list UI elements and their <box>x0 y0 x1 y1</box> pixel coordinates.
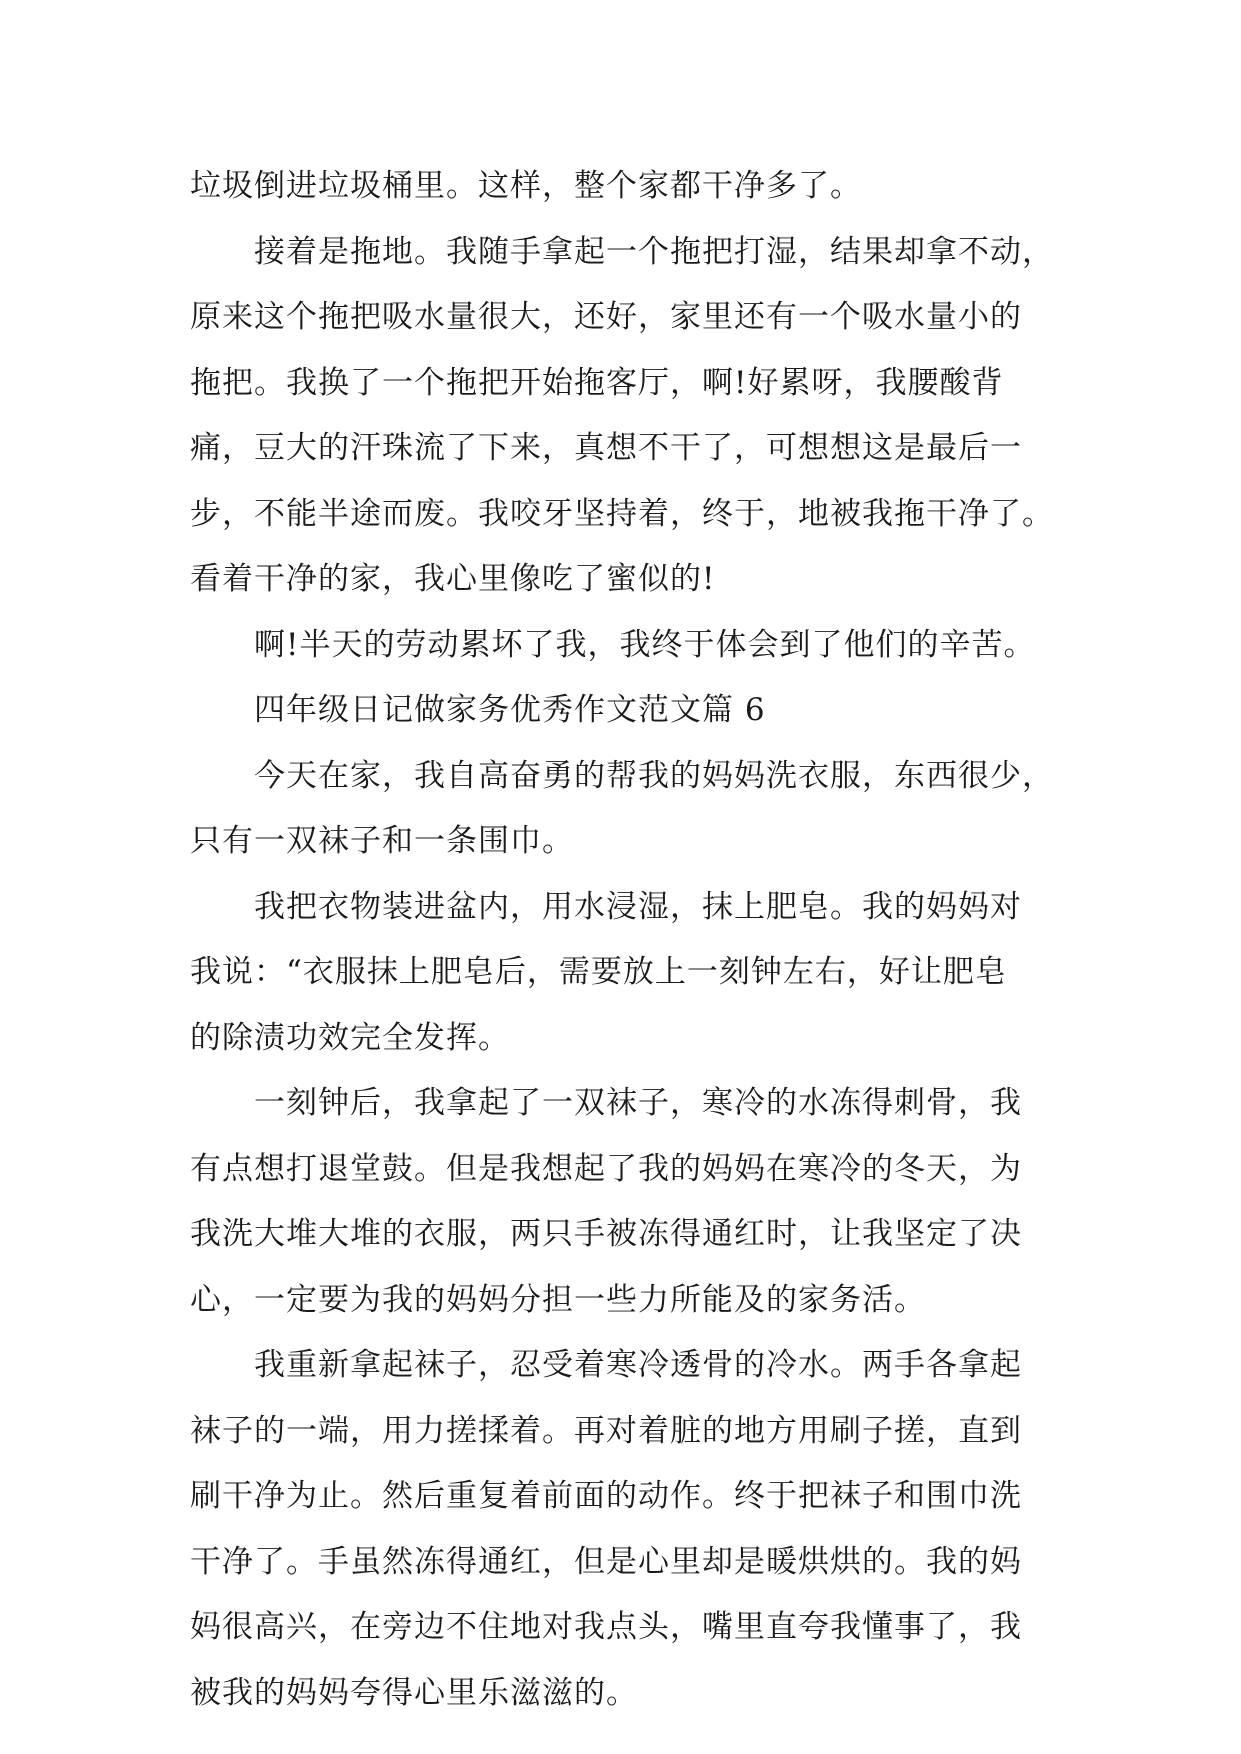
text-line: 的除渍功效完全发挥。 <box>190 1019 510 1056</box>
text-line: 看着干净的家，我心里像吃了蜜似的! <box>190 561 716 597</box>
text-line: 有点想打退堂鼓。但是我想起了我的妈妈在寒冷的冬天，为 <box>190 1150 1022 1187</box>
text-line: 我把衣物装进盆内，用水浸湿，抹上肥皂。我的妈妈对 <box>254 888 1022 925</box>
text-line: 心，一定要为我的妈妈分担一些力所能及的家务活。 <box>190 1281 926 1318</box>
text-line: 接着是拖地。我随手拿起一个拖把打湿，结果却拿不动， <box>254 233 1054 270</box>
text-line: 原来这个拖把吸水量很大，还好，家里还有一个吸水量小的 <box>190 299 1022 335</box>
text-line: 垃圾倒进垃圾桶里。这样，整个家都干净多了。 <box>190 168 862 204</box>
text-line: 我说：“衣服抹上肥皂后，需要放上一刻钟左右，好让肥皂 <box>190 954 1007 990</box>
text-line: 痛，豆大的汗珠流了下来，真想不干了，可想想这是最后一 <box>190 430 1022 466</box>
text-line: 干净了。手虽然冻得通红，但是心里却是暖烘烘的。我的妈 <box>190 1543 1022 1580</box>
text-line: 我洗大堆大堆的衣服，两只手被冻得通红时，让我坚定了决 <box>190 1216 1022 1252</box>
text-line: 步，不能半途而废。我咬牙坚持着，终于，地被我拖干净了。 <box>190 495 1054 532</box>
text-line: 只有一双袜子和一条围巾。 <box>190 823 574 859</box>
text-line: 刷干净为止。然后重复着前面的动作。终于把袜子和围巾洗 <box>190 1478 1022 1514</box>
text-line: 拖把。我换了一个拖把开始拖客厅，啊!好累呀，我腰酸背 <box>190 364 1004 401</box>
text-line: 妈很高兴，在旁边不住地对我点头，嘴里直夸我懂事了，我 <box>190 1609 1022 1645</box>
text-line: 被我的妈妈夸得心里乐滋滋的。 <box>190 1674 638 1711</box>
text-line: 一刻钟后，我拿起了一双袜子，寒冷的水冻得刺骨，我 <box>254 1085 1022 1121</box>
text-line: 袜子的一端，用力搓揉着。再对着脏的地方用刷子搓，直到 <box>190 1412 1022 1449</box>
text-line: 今天在家，我自高奋勇的帮我的妈妈洗衣服，东西很少， <box>254 757 1054 794</box>
text-line: 啊!半天的劳动累坏了我，我终于体会到了他们的辛苦。 <box>254 626 1036 663</box>
document-body <box>190 154 1070 1726</box>
section-heading: 四年级日记做家务优秀作文范文篇 6 <box>254 692 766 728</box>
text-line: 我重新拿起袜子，忍受着寒冷透骨的冷水。两手各拿起 <box>254 1347 1022 1383</box>
